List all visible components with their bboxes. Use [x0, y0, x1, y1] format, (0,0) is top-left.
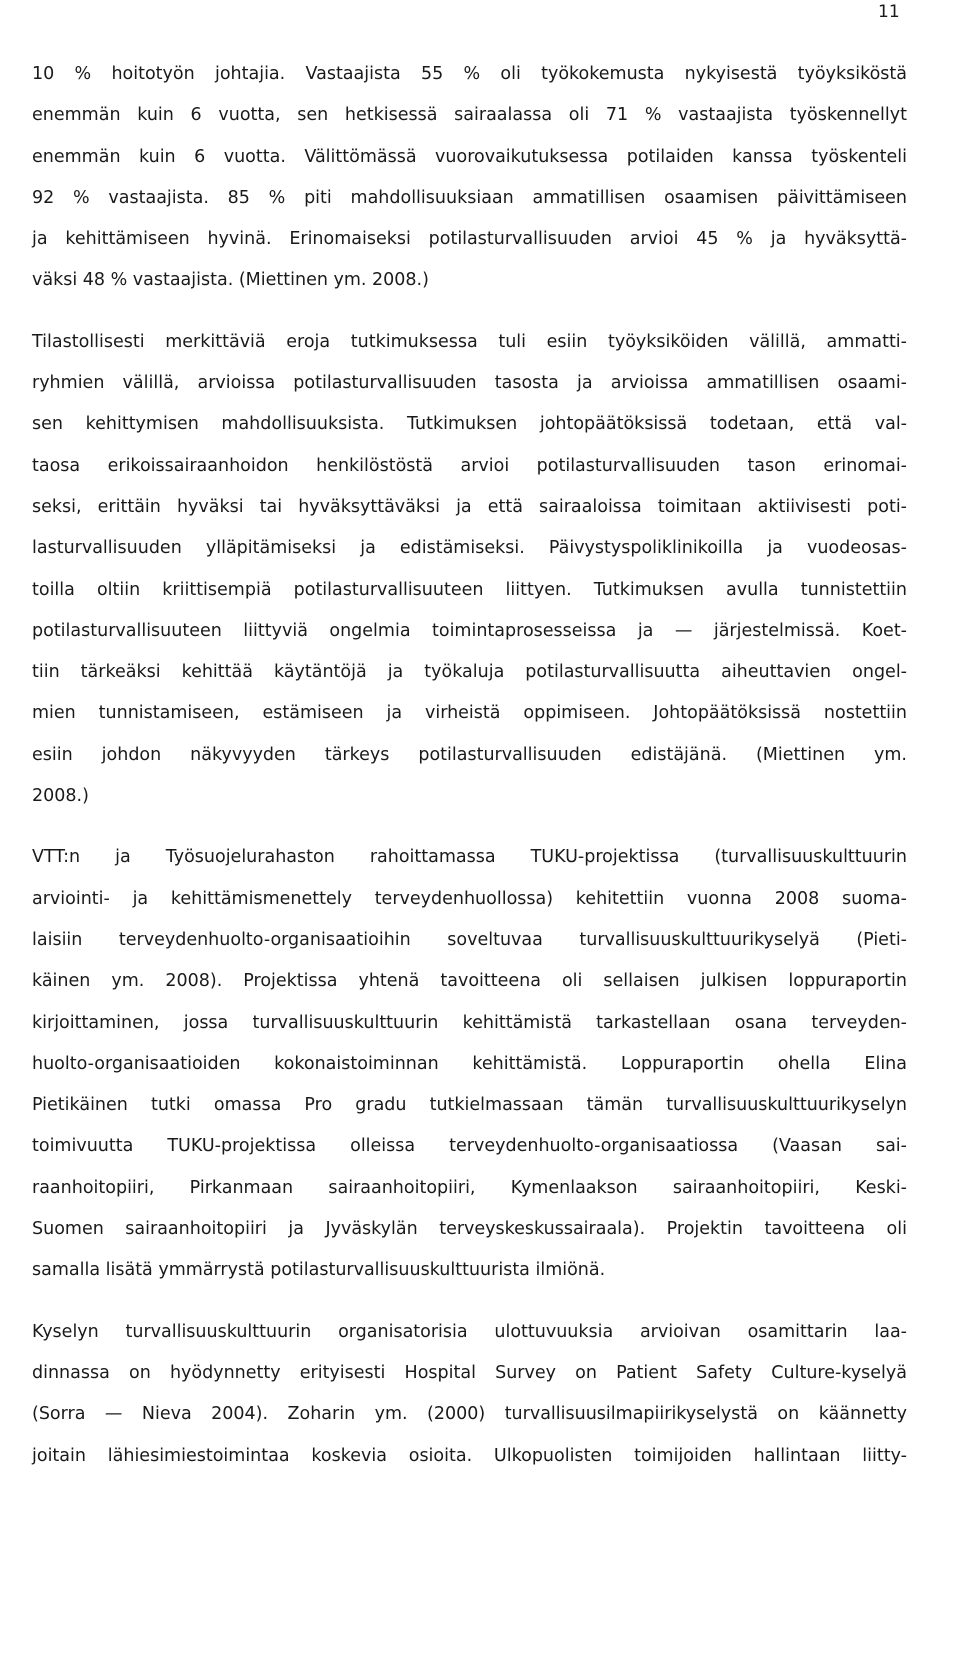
paragraph-1 — [32, 54, 907, 302]
text-line: tiin tärkeäksi kehittää käytäntöjä ja työkaluja potilasturvallisuutta aiheuttavien ongel- — [32, 662, 907, 683]
text-line: arviointi- ja kehittämismenettely terveydenhuollossa) kehitettiin vuonna 2008 suoma- — [32, 888, 907, 909]
text-line: ryhmien välillä, arvioissa potilasturvallisuuden tasosta ja arvioissa ammatillisen osaami- — [32, 373, 907, 394]
text-line: mien tunnistamiseen, estämiseen ja virheistä oppimiseen. Johtopäätöksissä nostettiin — [32, 703, 907, 724]
paragraph-4 — [32, 1312, 907, 1477]
text-line: samalla lisätä ymmärrystä potilasturvallisuuskulttuurista ilmiönä. — [32, 1260, 606, 1281]
text-line: seksi, erittäin hyväksi tai hyväksyttäväksi ja että sairaaloissa toimitaan aktiivisesti poti- — [32, 496, 907, 517]
text-line: Suomen sairaanhoitopiiri ja Jyväskylän terveyskeskussairaala). Projektin tavoitteena oli — [32, 1219, 907, 1240]
paragraph-3 — [32, 837, 907, 1291]
text-line: esiin johdon näkyvyyden tärkeys potilasturvallisuuden edistäjänä. (Miettinen ym. — [32, 744, 907, 765]
text-line: ja kehittämiseen hyvinä. Erinomaiseksi potilasturvallisuuden arvioi 45 % ja hyväksyttä- — [32, 229, 907, 250]
text-line: sen kehittymisen mahdollisuuksista. Tutkimuksen johtopäätöksissä todetaan, että val- — [32, 414, 907, 435]
text-line: Tilastollisesti merkittäviä eroja tutkimuksessa tuli esiin työyksiköiden välillä, ammatti- — [32, 331, 907, 352]
text-line: dinnassa on hyödynnetty erityisesti Hospital Survey on Patient Safety Culture-kyselyä — [32, 1362, 907, 1383]
text-line: joitain lähiesimiestoimintaa koskevia osioita. Ulkopuolisten toimijoiden hallintaan liitty- — [32, 1445, 907, 1466]
text-line: enemmän kuin 6 vuotta. Välittömässä vuorovaikutuksessa potilaiden kanssa työskenteli — [32, 146, 907, 167]
text-line: Pietikäinen tutki omassa Pro gradu tutkielmassaan tämän turvallisuuskulttuurikyselyn — [32, 1095, 907, 1116]
text-line: laisiin terveydenhuolto-organisaatioihin soveltuvaa turvallisuuskulttuurikyselyä (Pieti- — [32, 929, 907, 950]
page-number: 11 — [878, 2, 900, 22]
text-line: VTT:n ja Työsuojelurahaston rahoittamassa TUKU-projektissa (turvallisuuskulttuurin — [32, 847, 907, 868]
text-line: (Sorra — Nieva 2004). Zoharin ym. (2000) turvallisuusilmapiirikyselystä on käännetty — [32, 1404, 907, 1425]
text-line: 92 % vastaajista. 85 % piti mahdollisuuksiaan ammatillisen osaamisen päivittämiseen — [32, 187, 907, 208]
text-line: taosa erikoissairaanhoidon henkilöstöstä arvioi potilasturvallisuuden tason erinomai- — [32, 455, 907, 476]
text-line: 10 % hoitotyön johtajia. Vastaajista 55 % oli työkokemusta nykyisestä työyksiköstä — [32, 64, 907, 84]
text-line: käinen ym. 2008). Projektissa yhtenä tavoitteena oli sellaisen julkisen loppuraportin — [32, 971, 907, 992]
text-line: 2008.) — [32, 786, 89, 807]
paragraph-2 — [32, 322, 907, 818]
text-line: toimivuutta TUKU-projektissa olleissa terveydenhuolto-organisaatiossa (Vaasan sai- — [32, 1136, 907, 1157]
text-line: huolto-organisaatioiden kokonaistoiminnan kehittämistä. Loppuraportin ohella Elina — [32, 1053, 907, 1074]
document-body — [32, 54, 907, 1497]
text-line: lasturvallisuuden ylläpitämiseksi ja edistämiseksi. Päivystyspoliklinikoilla ja vuodeosas- — [32, 538, 907, 559]
text-line: enemmän kuin 6 vuotta, sen hetkisessä sairaalassa oli 71 % vastaajista työskennellyt — [32, 105, 907, 126]
text-line: toilla oltiin kriittisempiä potilasturvallisuuteen liittyen. Tutkimuksen avulla tunnistettiin — [32, 579, 907, 600]
text-line: Kyselyn turvallisuuskulttuurin organisatorisia ulottuvuuksia arvioivan osamittarin laa- — [32, 1321, 907, 1342]
text-line: potilasturvallisuuteen liittyviä ongelmia toimintaprosesseissa ja — järjestelmissä. Koet- — [32, 620, 907, 641]
text-line: raanhoitopiiri, Pirkanmaan sairaanhoitopiiri, Kymenlaakson sairaanhoitopiiri, Keski- — [32, 1177, 907, 1198]
text-line: väksi 48 % vastaajista. (Miettinen ym. 2008.) — [32, 270, 429, 291]
text-line: kirjoittaminen, jossa turvallisuuskulttuurin kehittämistä tarkastellaan osana terveyden- — [32, 1012, 907, 1033]
